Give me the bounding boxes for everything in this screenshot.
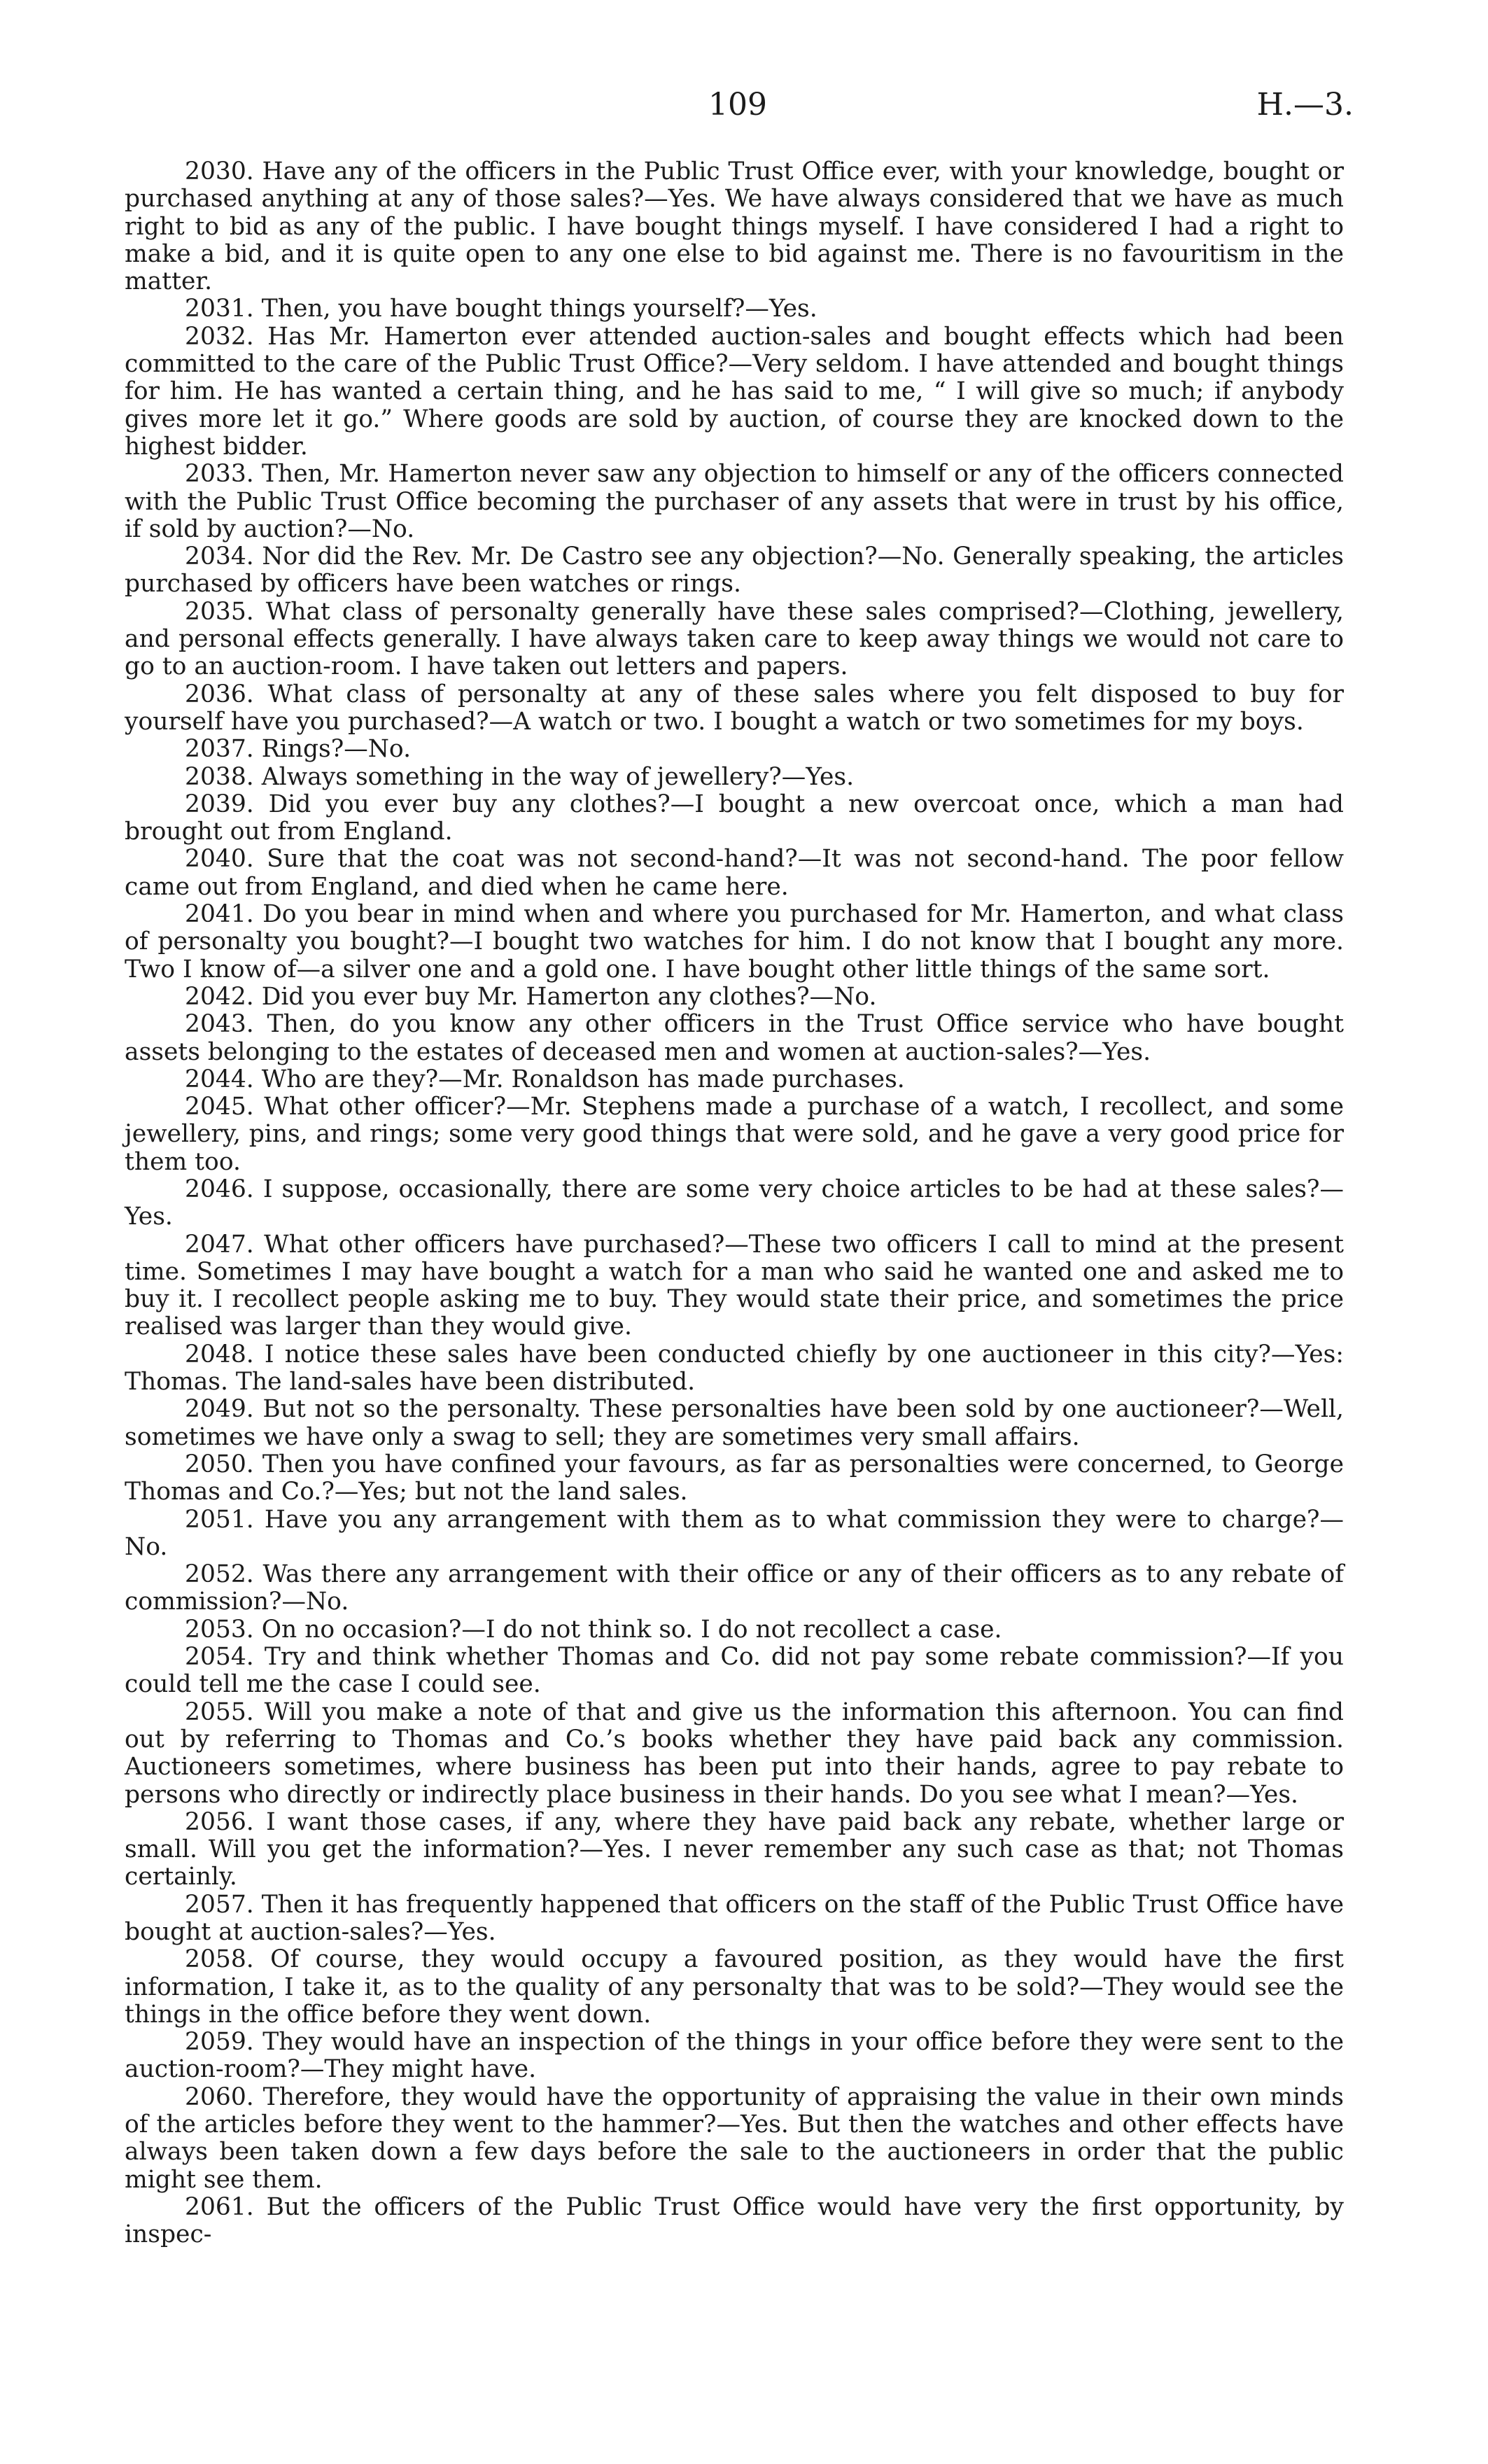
- question-2060: 2060. Therefore, they would have the opportunity of appraising the value in their own minds of the articles before they went to the hammer?—Yes. But then the watches and other effects have always been taken down a few days before the sale to the auctioneers in order that the public might see them.: [125, 2082, 1344, 2194]
- question-2032: 2032. Has Mr. Hamerton ever attended auction-sales and bought effects which had been committed to the care of the Public Trust Office?—Very seldom. I have attended and bought things for him. He has wanted a certain thing, and he has said to me, “ I will give so much; if anybody gives more let it go.” Where goods are sold by auction, of course they are knocked down to the highest bidder.: [125, 322, 1344, 461]
- question-2042: 2042. Did you ever buy Mr. Hamerton any clothes?—No.: [185, 982, 877, 1011]
- question-2030: 2030. Have any of the officers in the Public Trust Office ever, with your knowledge, bought or purchased anything at any of those sales?—Yes. We have always considered that we have as much right to bid as any of the public. I have bought things myself. I have considered I had a right to make a bid, and it is quite open to any one else to bid against me. There is no favouritism in the matter.: [125, 158, 1344, 296]
- question-2034: 2034. Nor did the Rev. Mr. De Castro see any objection?—No. Generally speaking, the articles purchased by officers have been watches or rings.: [125, 542, 1344, 598]
- question-2045: 2045. What other officer?—Mr. Stephens made a purchase of a watch, I recollect, and some jewellery, pins, and rings; some very good things that were sold, and he gave a very good price for them too.: [125, 1093, 1344, 1176]
- question-2031: 2031. Then, you have bought things yourself?—Yes.: [185, 295, 817, 323]
- question-2046: 2046. I suppose, occasionally, there are some very choice articles to be had at these sales?—Yes.: [125, 1175, 1344, 1231]
- question-2035: 2035. What class of personalty generally have these sales comprised?—Clothing, jewellery, and personal effects generally. I have always taken care to keep away things we would not care to go to an auction-room. I have taken out letters and papers.: [125, 597, 1344, 681]
- question-2049: 2049. But not so the personalty. These personalties have been sold by one auctioneer?—Well, sometimes we have only a swag to sell; they are sometimes very small affairs.: [125, 1395, 1344, 1451]
- question-2059: 2059. They would have an inspection of the things in your office before they were sent to the auction-room?—They might have.: [125, 2028, 1344, 2084]
- question-2039: 2039. Did you ever buy any clothes?—I bought a new overcoat once, which a man had brought out from England.: [125, 790, 1344, 846]
- section-reference: H.—3.: [1256, 87, 1354, 122]
- question-2043: 2043. Then, do you know any other officers in the Trust Office service who have bought assets belonging to the estates of deceased men and women at auction-sales?—Yes.: [125, 1010, 1344, 1066]
- question-2037: 2037. Rings?—No.: [185, 735, 412, 764]
- page-number: 109: [708, 87, 767, 122]
- testimony-body: [125, 158, 1344, 2249]
- question-2048: 2048. I notice these sales have been conducted chiefly by one auctioneer in this city?—Yes: Thomas. The land-sales have been distributed.: [125, 1340, 1344, 1396]
- question-2056: 2056. I want those cases, if any, where they have paid back any rebate, whether large or small. Will you get the information?—Yes. I never remember any such case as that; not Thomas certainly.: [125, 1807, 1344, 1891]
- question-2061: 2061. But the officers of the Public Trust Office would have very the first opportunity, by inspec-: [125, 2192, 1344, 2249]
- question-2053: 2053. On no occasion?—I do not think so. I do not recollect a case.: [185, 1615, 1002, 1644]
- question-2040: 2040. Sure that the coat was not second-hand?—It was not second-hand. The poor fellow came out from England, and died when he came here.: [125, 845, 1344, 901]
- question-2038: 2038. Always something in the way of jewellery?—Yes.: [185, 762, 855, 791]
- question-2050: 2050. Then you have confined your favours, as far as personalties were concerned, to George Thomas and Co.?—Yes; but not the land sales.: [125, 1450, 1344, 1506]
- question-2047: 2047. What other officers have purchased?—These two officers I call to mind at the present time. Sometimes I may have bought a watch for a man who said he wanted one and asked me to buy it. I recollect people asking me to buy. They would state their price, and sometimes the price realised was larger than they would give.: [125, 1230, 1344, 1341]
- question-2041: 2041. Do you bear in mind when and where you purchased for Mr. Hamerton, and what class of personalty you bought?—I bought two watches for him. I do not know that I bought any more. Two I know of—a silver one and a gold one. I have bought other little things of the same sort.: [125, 900, 1344, 983]
- question-2057: 2057. Then it has frequently happened that officers on the staff of the Public Trust Office have bought at auction-sales?—Yes.: [125, 1890, 1344, 1946]
- question-2033: 2033. Then, Mr. Hamerton never saw any objection to himself or any of the officers connected with the Public Trust Office becoming the purchaser of any assets that were in trust by his office, if sold by auction?—No.: [125, 460, 1344, 543]
- question-2051: 2051. Have you any arrangement with them as to what commission they were to charge?—No.: [125, 1505, 1344, 1561]
- question-2052: 2052. Was there any arrangement with their office or any of their officers as to any rebate of commission?—No.: [125, 1560, 1344, 1616]
- question-2058: 2058. Of course, they would occupy a favoured position, as they would have the first information, I take it, as to the quality of any personalty that was to be sold?—They would see the things in the office before they went down.: [125, 1945, 1344, 2029]
- question-2054: 2054. Try and think whether Thomas and Co. did not pay some rebate commission?—If you could tell me the case I could see.: [125, 1643, 1344, 1699]
- question-2036: 2036. What class of personalty at any of these sales where you felt disposed to buy for yourself have you purchased?—A watch or two. I bought a watch or two sometimes for my boys.: [125, 680, 1344, 736]
- question-2055: 2055. Will you make a note of that and give us the information this afternoon. You can find out by referring to Thomas and Co.’s books whether they have paid back any commission. Auctioneers sometimes, where business has been put into their hands, agree to pay rebate to persons who directly or indirectly place business in their hands. Do you see what I mean?—Yes.: [125, 1698, 1344, 1809]
- question-2044: 2044. Who are they?—Mr. Ronaldson has made purchases.: [185, 1065, 905, 1093]
